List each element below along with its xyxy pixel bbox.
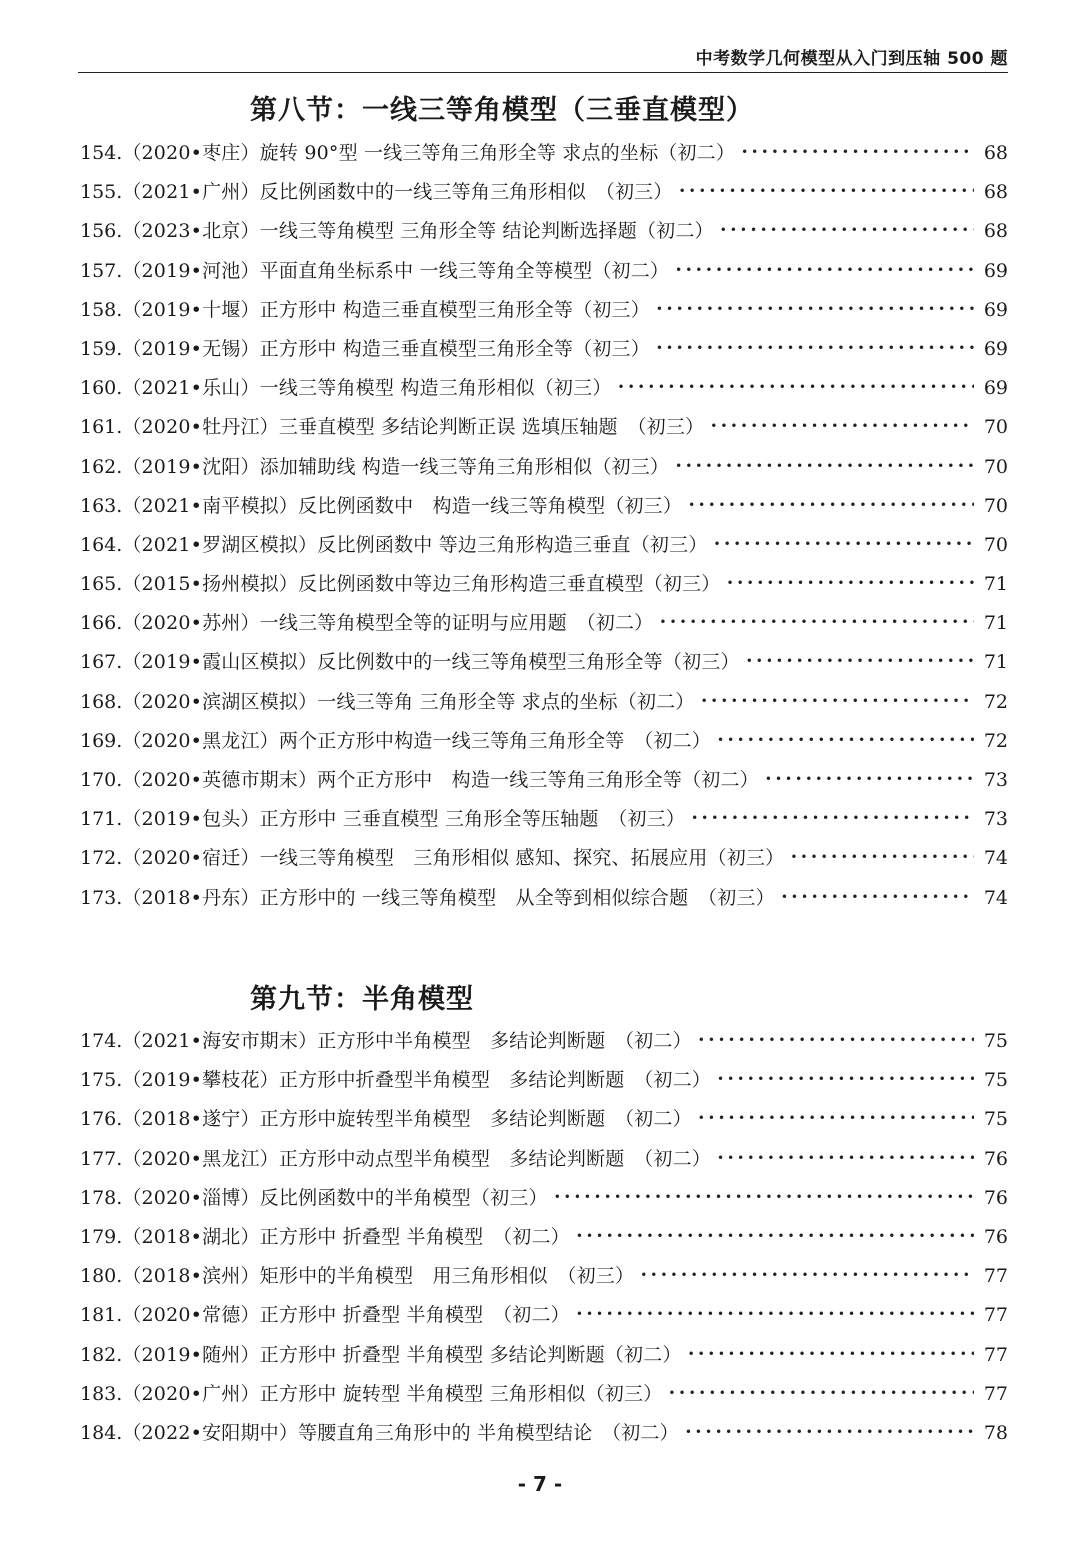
- toc-entry-number: 158.: [80, 298, 123, 321]
- toc-leader-dots: [717, 733, 974, 747]
- toc-entry-title: （2019•沈阳）添加辅助线 构造一线三等角三角形相似（初三）: [122, 455, 670, 478]
- toc-entry-title: （2021•海安市期末）正方形中半角模型 多结论判断题 （初二）: [122, 1030, 692, 1052]
- toc-entry-page: 73: [983, 808, 1008, 831]
- toc-entry-title: （2020•淄博）反比例函数中的半角模型（初三）: [122, 1186, 548, 1209]
- toc-entry-number: 174.: [80, 1030, 123, 1052]
- toc-entry-page: 75: [983, 1069, 1008, 1092]
- toc-entry: [80, 1379, 1008, 1418]
- toc-entry-page: 76: [983, 1147, 1008, 1170]
- toc-entry-number: 163.: [80, 494, 123, 517]
- toc-entry: [80, 1026, 1008, 1065]
- toc-entry-number: 164.: [80, 533, 123, 556]
- toc-entry-number: 176.: [80, 1108, 123, 1131]
- toc-leader-dots: [685, 1425, 974, 1439]
- toc-entry-number: 175.: [80, 1069, 123, 1092]
- toc-entry-title: （2020•黑龙江）正方形中动点型半角模型 多结论判断题 （初二）: [122, 1147, 711, 1170]
- toc-entry-number: 159.: [80, 337, 123, 360]
- toc-leader-dots: [554, 1190, 974, 1204]
- running-header: 中考数学几何模型从入门到压轴 500 题: [695, 49, 1008, 69]
- toc-entry-title: （2021•广州）反比例函数中的一线三等角三角形相似 （初三）: [122, 181, 673, 204]
- toc-entry-page: 71: [983, 651, 1008, 674]
- toc-entry-number: 155.: [80, 181, 123, 204]
- toc-entry: [80, 1261, 1008, 1300]
- toc-entry: [80, 177, 1008, 216]
- toc-list: [80, 138, 1008, 922]
- toc-leader-dots: [790, 850, 974, 864]
- toc-leader-dots: [698, 1111, 974, 1125]
- toc-entry-number: 160.: [80, 377, 123, 400]
- toc-entry-title: （2019•河池）平面直角坐标系中 一线三等角全等模型（初二）: [122, 259, 670, 282]
- toc-leader-dots: [576, 1229, 974, 1243]
- toc-leader-dots: [679, 184, 974, 198]
- toc-entry-title: （2020•宿迁）一线三等角模型 三角形相似 感知、探究、拓展应用（初三）: [122, 847, 785, 870]
- toc-entry: [80, 530, 1008, 569]
- toc-entry-number: 167.: [80, 651, 123, 674]
- toc-entry-page: 70: [983, 533, 1008, 556]
- toc-entry-page: 72: [983, 690, 1008, 713]
- toc-leader-dots: [717, 1072, 974, 1086]
- toc-entry-number: 168.: [80, 690, 123, 713]
- toc-entry: [80, 256, 1008, 295]
- toc-entry: [80, 1340, 1008, 1379]
- toc-leader-dots: [701, 694, 974, 708]
- toc-entry-page: 74: [983, 847, 1008, 870]
- toc-entry-page: 75: [983, 1108, 1008, 1131]
- toc-leader-dots: [720, 223, 974, 237]
- toc-entry-page: 73: [983, 769, 1008, 791]
- toc-leader-dots: [675, 459, 974, 473]
- toc-entry-page: 77: [983, 1343, 1008, 1366]
- toc-leader-dots: [726, 576, 974, 590]
- toc-entry: [80, 883, 1008, 922]
- page-number: - 7 -: [517, 1472, 563, 1496]
- toc-entry-title: （2020•苏州）一线三等角模型全等的证明与应用题 （初二）: [122, 612, 654, 635]
- toc-entry-number: 177.: [80, 1147, 123, 1170]
- toc-leader-dots: [710, 419, 974, 433]
- toc-entry-page: 77: [983, 1382, 1008, 1405]
- toc-entry-number: 178.: [80, 1186, 123, 1209]
- toc-entry: [80, 1144, 1008, 1183]
- toc-entry-number: 156.: [80, 220, 123, 243]
- section-title: 第九节：半角模型: [250, 984, 474, 1015]
- toc-entry-title: （2019•霞山区模拟）反比例数中的一线三等角模型三角形全等（初三）: [122, 651, 740, 674]
- toc-entry-page: 77: [983, 1304, 1008, 1327]
- toc-entry-title: （2020•牡丹江）三垂直模型 多结论判断正误 选填压轴题 （初三）: [122, 416, 705, 439]
- toc-entry: [80, 726, 1008, 765]
- toc-entry-number: 166.: [80, 612, 123, 635]
- toc-entry-page: 72: [983, 729, 1008, 752]
- toc-leader-dots: [741, 145, 974, 159]
- toc-entry-number: 181.: [80, 1304, 123, 1327]
- toc-entry-title: （2023•北京）一线三等角模型 三角形全等 结论判断选择题（初二）: [122, 220, 714, 243]
- toc-entry-number: 165.: [80, 573, 123, 596]
- toc-entry: [80, 1418, 1008, 1457]
- toc-entry-title: （2018•丹东）正方形中的 一线三等角模型 从全等到相似综合题 （初三）: [122, 886, 775, 909]
- toc-entry-number: 173.: [80, 886, 123, 909]
- toc-entry-number: 179.: [80, 1225, 123, 1248]
- toc-entry-number: 182.: [80, 1343, 123, 1366]
- toc-entry-title: （2019•无锡）正方形中 构造三垂直模型三角形全等（初三）: [122, 337, 650, 360]
- toc-entry: [80, 373, 1008, 412]
- toc-entry-page: 70: [983, 494, 1008, 517]
- toc-entry: [80, 216, 1008, 255]
- toc-entry-page: 71: [983, 573, 1008, 596]
- header-rule: [78, 72, 1008, 73]
- toc-leader-dots: [688, 498, 974, 512]
- toc-entry: [80, 765, 1008, 804]
- toc-entry-number: 171.: [80, 808, 123, 831]
- toc-leader-dots: [746, 654, 974, 668]
- toc-entry-page: 76: [983, 1225, 1008, 1248]
- toc-entry: [80, 412, 1008, 451]
- toc-entry-title: （2019•十堰）正方形中 构造三垂直模型三角形全等（初三）: [122, 298, 650, 321]
- toc-entry-page: 68: [983, 181, 1008, 204]
- toc-leader-dots: [688, 1347, 974, 1361]
- toc-entry-page: 76: [983, 1186, 1008, 1209]
- toc-entry-number: 172.: [80, 847, 123, 870]
- toc-entry-title: （2021•南平模拟）反比例函数中 构造一线三等角模型（初三）: [122, 494, 683, 517]
- toc-entry: [80, 647, 1008, 686]
- toc-entry: [80, 569, 1008, 608]
- toc-entry-number: 183.: [80, 1382, 123, 1405]
- toc-leader-dots: [640, 1268, 974, 1282]
- toc-leader-dots: [618, 380, 974, 394]
- toc-entry-title: （2021•乐山）一线三等角模型 构造三角形相似（初三）: [122, 377, 612, 400]
- toc-entry: [80, 687, 1008, 726]
- toc-entry: [80, 1104, 1008, 1143]
- toc-entry-title: （2022•安阳期中）等腰直角三角形中的 半角模型结论 （初二）: [122, 1421, 679, 1444]
- toc-entry: [80, 138, 1008, 177]
- toc-leader-dots: [668, 1386, 974, 1400]
- toc-entry-title: （2019•随州）正方形中 折叠型 半角模型 多结论判断题（初二）: [122, 1343, 682, 1366]
- toc-entry: [80, 804, 1008, 843]
- toc-entry: [80, 1300, 1008, 1339]
- toc-leader-dots: [717, 1151, 974, 1165]
- toc-entry-title: （2019•包头）正方形中 三垂直模型 三角形全等压轴题 （初三）: [122, 808, 686, 831]
- toc-entry: [80, 1183, 1008, 1222]
- toc-entry-page: 77: [983, 1265, 1008, 1288]
- toc-entry-number: 170.: [80, 769, 123, 791]
- toc-entry-number: 162.: [80, 455, 123, 478]
- toc-entry: [80, 608, 1008, 647]
- toc-leader-dots: [675, 263, 974, 277]
- toc-entry-title: （2021•罗湖区模拟）反比例函数中 等边三角形构造三垂直（初三）: [122, 533, 708, 556]
- section-title: 第八节：一线三等角模型（三垂直模型）: [250, 95, 754, 126]
- toc-entry-title: （2020•黑龙江）两个正方形中构造一线三等角三角形全等 （初二）: [122, 729, 711, 752]
- toc-entry: [80, 1065, 1008, 1104]
- toc-entry-number: 161.: [80, 416, 123, 439]
- toc-entry-page: 70: [983, 416, 1008, 439]
- toc-entry: [80, 295, 1008, 334]
- toc-entry-page: 78: [983, 1421, 1008, 1444]
- toc-entry-page: 68: [983, 142, 1008, 164]
- toc-leader-dots: [656, 341, 974, 355]
- toc-entry-page: 69: [983, 259, 1008, 282]
- toc-entry: [80, 843, 1008, 882]
- toc-entry-page: 74: [983, 886, 1008, 909]
- toc-entry: [80, 452, 1008, 491]
- toc-entry-page: 69: [983, 377, 1008, 400]
- toc-entry-title: （2020•枣庄）旋转 90°型 一线三等角三角形全等 求点的坐标（初二）: [122, 142, 736, 164]
- toc-leader-dots: [576, 1307, 974, 1321]
- toc-entry-number: 184.: [80, 1421, 123, 1444]
- toc-leader-dots: [765, 772, 974, 786]
- toc-entry-title: （2015•扬州模拟）反比例函数中等边三角形构造三垂直模型（初三）: [122, 573, 721, 596]
- toc-leader-dots: [656, 302, 974, 316]
- toc-entry-title: （2019•攀枝花）正方形中折叠型半角模型 多结论判断题 （初二）: [122, 1069, 711, 1092]
- toc-entry-page: 68: [983, 220, 1008, 243]
- toc-list: [80, 1026, 1008, 1457]
- toc-entry-title: （2020•常德）正方形中 折叠型 半角模型 （初二）: [122, 1304, 570, 1327]
- toc-entry-page: 69: [983, 337, 1008, 360]
- toc-entry-title: （2020•英德市期末）两个正方形中 构造一线三等角三角形全等（初二）: [122, 769, 759, 791]
- toc-entry-number: 169.: [80, 729, 123, 752]
- toc-entry-page: 71: [983, 612, 1008, 635]
- toc-leader-dots: [781, 890, 974, 904]
- toc-entry-title: （2018•遂宁）正方形中旋转型半角模型 多结论判断题 （初二）: [122, 1108, 692, 1131]
- toc-entry-number: 180.: [80, 1265, 123, 1288]
- toc-entry-page: 70: [983, 455, 1008, 478]
- toc-entry-page: 75: [983, 1030, 1008, 1052]
- toc-entry-title: （2020•滨湖区模拟）一线三等角 三角形全等 求点的坐标（初二）: [122, 690, 695, 713]
- toc-entry-page: 69: [983, 298, 1008, 321]
- toc-entry-title: （2018•滨州）矩形中的半角模型 用三角形相似 （初三）: [122, 1265, 635, 1288]
- toc-entry: [80, 491, 1008, 530]
- toc-entry: [80, 334, 1008, 373]
- toc-leader-dots: [714, 537, 974, 551]
- toc-leader-dots: [698, 1033, 974, 1047]
- toc-leader-dots: [659, 615, 974, 629]
- toc-entry-number: 154.: [80, 142, 123, 164]
- toc-entry-number: 157.: [80, 259, 123, 282]
- toc-leader-dots: [691, 811, 974, 825]
- toc-entry-title: （2018•湖北）正方形中 折叠型 半角模型 （初二）: [122, 1225, 570, 1248]
- toc-entry-title: （2020•广州）正方形中 旋转型 半角模型 三角形相似（初三）: [122, 1382, 663, 1405]
- toc-entry: [80, 1222, 1008, 1261]
